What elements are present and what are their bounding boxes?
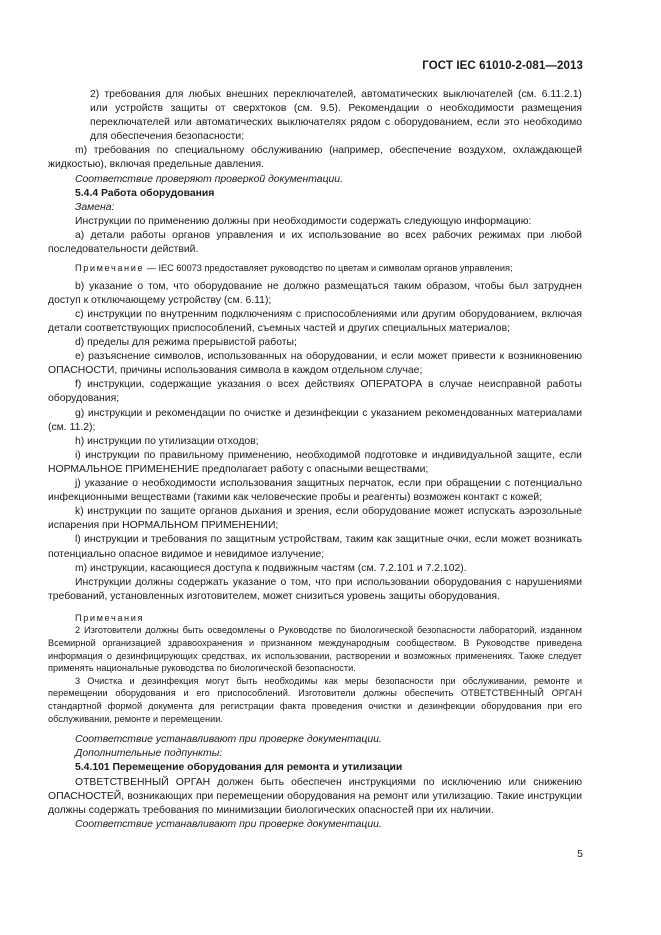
- replacement-label: Замена:: [75, 201, 115, 213]
- list-item-b: b) указание о том, что оборудование не должно размещаться таким образом, чтобы был затруднен доступ к отключающему устройству (см. 6.11);: [48, 280, 582, 306]
- list-item-j: j) указание о необходимости использования защитных перчаток, если при обращении с потенциально инфекционными веществами (такими как человеческие пробы и реагенты) возможен контакт с кожей;: [48, 478, 582, 504]
- section-heading-5-4-4: 5.4.4 Работа оборудования: [75, 187, 215, 199]
- list-item-k: k) инструкции по защите органов дыхания и зрения, если оборудование может испускать аэрозольные испарения при НОРМАЛЬНОМ ПРИМЕНЕНИИ;: [48, 506, 582, 532]
- document-header: ГОСТ IEC 61010-2-081—2013: [422, 60, 583, 72]
- note: [48, 262, 582, 275]
- note-3: 3 Очистка и дезинфекция могут быть необходимы как меры безопасности при обслуживании, ремонте и перемещении оборудования и его приспособлений. Изготовители должны обеспечить ОТВЕТСТВЕННЫЙ ОРГАН стандартной формой документа для регистрации факта проведения очистки и дезинфекции оборудования при его обслуживании, ремонте и перемещении.: [48, 675, 582, 724]
- list-item-m: m) требования по специальному обслуживанию (например, обеспечение воздухом, охлаждающей жидкостью), включая предельные давления.: [48, 145, 582, 171]
- compliance-note: Соответствие устанавливают при проверке документации.: [75, 818, 382, 830]
- page-number: 5: [577, 848, 583, 860]
- section-heading-5-4-101: 5.4.101 Перемещение оборудования для ремонта и утилизации: [75, 762, 403, 774]
- list-item-e: e) разъяснение символов, использованных на оборудовании, и если может привести к возникновению ОПАСНОСТИ, причины использования символа в каждом отдельном случае;: [48, 351, 582, 377]
- note-text: — IEC 60073 предоставляет руководство по цветам и символам органов управления;: [146, 263, 513, 274]
- list-item-l: l) инструкции и требования по защитным устройствам, таким как защитные очки, если может возникать потенциально опасное видимое и невидимое излучение;: [48, 534, 582, 560]
- list-item-h: h) инструкции по утилизации отходов;: [75, 435, 259, 447]
- list-item-2: 2) требования для любых внешних переключателей, автоматических выключателей (см. 6.11.2.1) или устройств защиты от сверхтоков (см. 9.5). Рекомендации о необходимости размещения переключателей или автоматических выключателях рядом с оборудованием, если это необходимо для обеспечения безопасности;: [90, 89, 582, 143]
- compliance-note: Соответствие устанавливают при проверке документации.: [75, 734, 382, 746]
- document-body: [48, 88, 582, 832]
- list-item-a: a) детали работы органов управления и их использование во всех рабочих режимах при любой последовательности действий.: [48, 229, 582, 256]
- paragraph: ОТВЕТСТВЕННЫЙ ОРГАН должен быть обеспечен инструкциями по исключению или снижению ОПАСНОСТЕЙ, возникающих при перемещении оборудования на ремонт или утилизацию. Такие инструкции должны содержать требования по минимизации биологических опасностей при их наличии.: [48, 776, 582, 816]
- note-label: Примечание: [75, 263, 145, 274]
- note-2: 2 Изготовители должны быть осведомлены о Руководстве по биологической безопасности лабораторий, изданном Всемирной организацией здравоохранения и признанном международным сообществом. В Руководстве приведена информация о дезинфицирующих средствах, их использовании, растворении и возможных применениях. Также следует применять национальные руководства по биологической безопасности.: [48, 625, 582, 674]
- list-item-m2: m) инструкции, касающиеся доступа к подвижным частям (см. 7.2.101 и 7.2.102).: [75, 562, 467, 574]
- list-item-g: g) инструкции и рекомендации по очистке и дезинфекции с указанием рекомендованных материалами (см. 11.2);: [48, 407, 582, 433]
- list-item-c: c) инструкции по внутренним подключениям с приспособлениями или другим оборудованием, включая детали соответствующих приспособлений, съемных частей и других специальных материалов;: [48, 308, 582, 334]
- list-item-i: i) инструкции по правильному применению, необходимой подготовке и индивидуальной защите, если НОРМАЛЬНОЕ ПРИМЕНЕНИЕ предполагает работу с опасными веществами;: [48, 449, 582, 475]
- notes-heading: Примечания: [75, 612, 145, 623]
- additional-subclauses-label: Дополнительные подпункты:: [75, 748, 223, 760]
- list-item-d: d) пределы для режима прерывистой работы;: [75, 337, 297, 349]
- paragraph: Инструкции должны содержать указание о том, что при использовании оборудования с нарушениями требований, установленных изготовителем, может снизиться уровень защиты оборудования.: [48, 576, 582, 602]
- list-item-f: f) инструкции, содержащие указания о всех действиях ОПЕРАТОРА в случае неисправной работы оборудования;: [48, 379, 582, 405]
- compliance-note: Соответствие проверяют проверкой документации.: [75, 173, 343, 185]
- paragraph: Инструкции по применению должны при необходимости содержать следующую информацию:: [75, 215, 532, 227]
